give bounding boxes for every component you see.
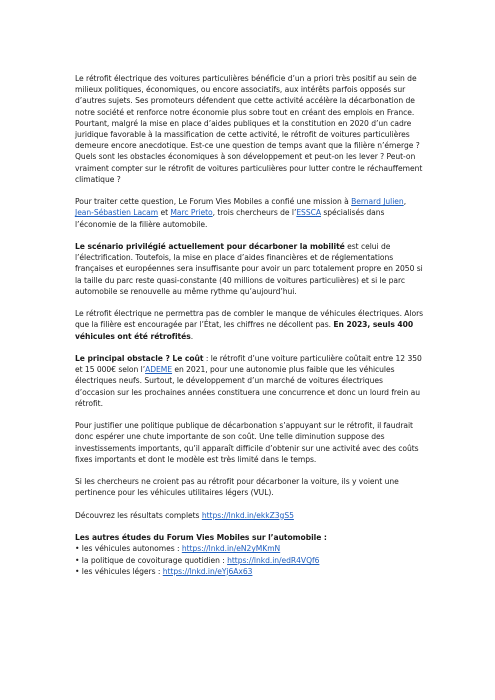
paragraph-policy: Pour justifier une politique publique de décarbonation s’appuyant sur le rétrofit, il faudrait donc espérer une chute importante de son coût. Une telle diminution suppose des investissements importants, qu’il apparaît difficile d’obtenir sur une activité avec des coûts fixes importants et dont le modèle est très limité dans le temps. [75, 421, 419, 464]
scenario-bold: Le scénario privilégié actuellement pour décarboner la mobilité [75, 242, 345, 252]
mission-text: Pour traiter cette question, Le Forum Vies Mobiles a confié une mission à [75, 197, 352, 207]
other-studies-list [75, 543, 425, 577]
other-studies [75, 532, 425, 577]
cost-text: : le rétrofit d’une voiture particulière coûtait entre 12 350 et 15 000€ selon l’ [75, 354, 422, 375]
link-autonomous-vehicles[interactable]: https://lnkd.in/eN2yMKmN [181, 544, 281, 554]
list-item [75, 555, 425, 566]
link-ademe[interactable]: ADEME [145, 365, 173, 375]
link-carpooling[interactable]: https://lnkd.in/edR4VQf6 [227, 555, 320, 565]
paragraph-scenario [75, 241, 425, 297]
link-light-vehicles[interactable]: https://lnkd.in/eYj6Ax63 [162, 566, 253, 576]
scenario-text: est celui de l’électrification. Toutefois, la mise en place d’aides financières et de réglementations françaises et européennes sera insuffisante pour avoir un parc totalement propre en 2050 si la taille du parc reste quasi-constante (40 millions de voitures particulières) et si le parc automobile se renouvelle au même rythme qu’aujourd’hui. [75, 242, 423, 296]
separator: et [158, 208, 171, 218]
mission-text: spécialisés dans l’économie de la filière automobile. [75, 208, 385, 229]
list-item [75, 543, 425, 554]
link-marc-prieto[interactable]: Marc Prieto [170, 208, 213, 218]
figures-text: Le rétrofit électrique ne permettra pas de combler le manque de véhicules électriques. Alors que la filière est encouragée par l’État, les chiffres ne décollent pas. [75, 309, 424, 330]
figures-bold: En 2023, seuls 400 véhicules ont été rétrofités [75, 320, 414, 341]
link-bernard-julien[interactable]: Bernard Julien [351, 197, 404, 207]
mission-text: , trois chercheurs de l’ [212, 208, 297, 218]
figures-text: . [190, 331, 194, 341]
cost-text: en 2021, pour une autonomie plus faible que les véhicules électriques neufs. Surtout, le développement d’un marché de voitures électriques d’occasion sur les prochaines années constituera une concurrence et donc un lourd frein au rétrofit. [75, 365, 421, 408]
paragraph-retrofit-figures [75, 308, 425, 342]
paragraph-vul: Si les chercheurs ne croient pas au rétrofit pour décarboner la voiture, ils y voient une pertinence pour les véhicules utilitaires légers (VUL). [75, 477, 399, 498]
results-text: Découvrez les résultats complets [75, 510, 202, 520]
list-item-label: • les véhicules légers : [75, 566, 163, 576]
other-studies-title: Les autres études du Forum Vies Mobiles sur l’automobile : [75, 533, 327, 543]
cost-bold: Le principal obstacle ? Le coût [75, 354, 204, 364]
list-item-label: • les véhicules autonomes : [75, 544, 182, 554]
paragraph-cost [75, 353, 425, 409]
paragraph-intro: Le rétrofit électrique des voitures particulières bénéficie d’un a priori très positif au sein de milieux politiques, économiques, ou encore associatifs, aux intérêts parfois opposés sur d’autres sujets. Ses promoteurs défendent que cette activité accélère la décarbonation de notre société et renforce notre économie plus sobre tout en créant des emplois en France. Pourtant, malgré la mise en place d’aides publiques et la constitution en 2020 d’un cadre juridique favorable à la massification de cette activité, le rétrofit de voitures particulières demeure encore anecdotique. Est-ce une question de temps avant que la filière n’émerge ? Quels sont les obstacles économiques à son développement et peut-on les lever ? Peut-on vraiment compter sur le rétrofit de voitures particulières pour lutter contre le réchauffement climatique ? [75, 74, 423, 184]
link-essca[interactable]: ESSCA [296, 208, 321, 218]
document-body [75, 73, 425, 577]
list-item [75, 566, 425, 577]
paragraph-results [75, 510, 425, 521]
list-item-label: • la politique de covoiturage quotidien : [75, 555, 228, 565]
link-results[interactable]: https://lnkd.in/ekkZ3gS5 [201, 510, 294, 520]
separator: , [403, 197, 407, 207]
link-jean-sebastien-lacam[interactable]: Jean-Sébastien Lacam [75, 208, 159, 218]
paragraph-mission [75, 196, 425, 230]
